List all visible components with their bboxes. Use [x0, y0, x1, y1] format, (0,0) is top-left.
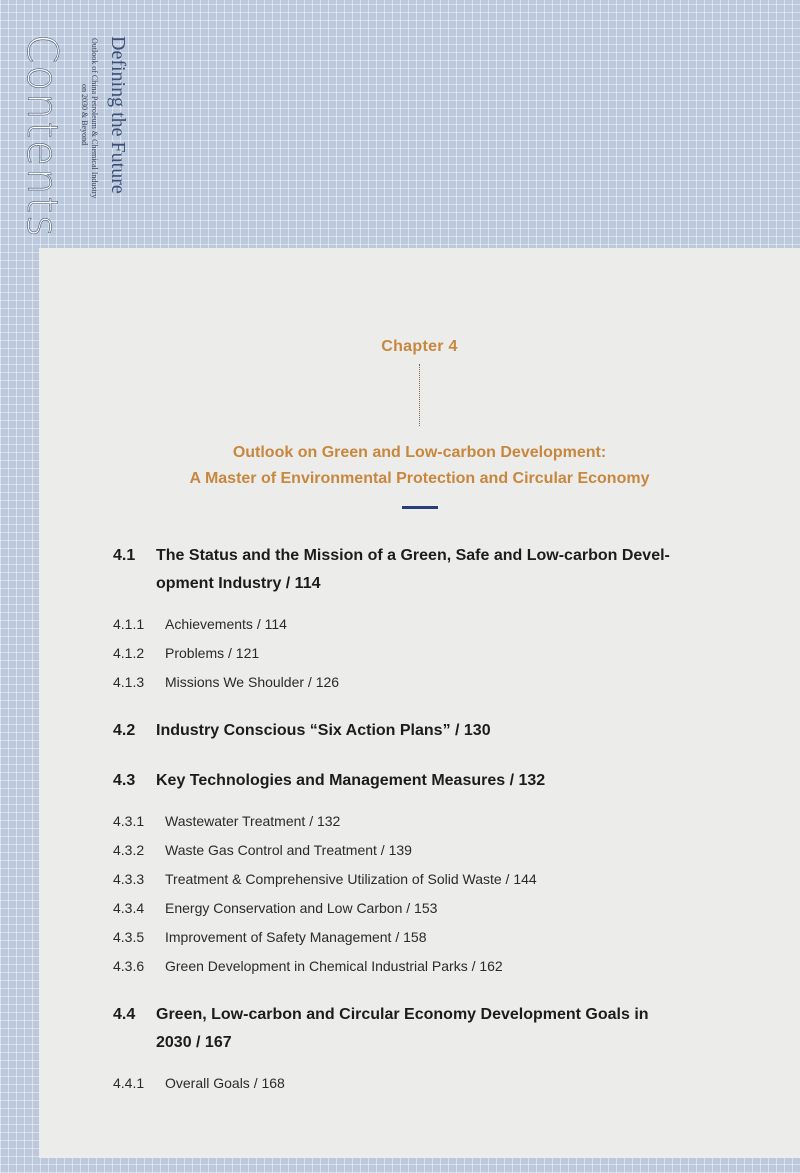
subsection-title: Problems / 121: [165, 645, 260, 661]
section-number: 4.4: [113, 1006, 136, 1023]
toc-subsection[interactable]: [113, 807, 753, 836]
toc-subsection[interactable]: [113, 1069, 753, 1098]
section-title: The Status and the Mission of a Green, Safe and Low-carbon Devel-: [156, 547, 670, 564]
section-title: Industry Conscious “Six Action Plans” / 130: [156, 722, 491, 739]
toc-subsection[interactable]: [113, 639, 753, 668]
subsection-title: Achievements / 114: [165, 616, 287, 632]
subsection-number: 4.3.4: [113, 900, 145, 916]
subsection-number: 4.3.1: [113, 813, 145, 829]
contents-heading: Contents: [18, 34, 67, 239]
subsection-number: 4.3.3: [113, 871, 145, 887]
toc-section[interactable]: [113, 717, 753, 745]
chapter-title-line-2: A Master of Environmental Protection and Circular Economy: [189, 470, 650, 487]
chapter-title-line-1: Outlook on Green and Low-carbon Development:: [232, 444, 607, 461]
section-title: Green, Low-carbon and Circular Economy Development Goals in: [156, 1006, 649, 1023]
subsection-title: Overall Goals / 168: [165, 1075, 285, 1091]
section-title: Key Technologies and Management Measures / 132: [156, 772, 546, 789]
toc-subsection[interactable]: [113, 668, 753, 697]
subsection-number: 4.3.2: [113, 842, 145, 858]
subsection-title: Missions We Shoulder / 126: [165, 674, 340, 690]
subsection-title: Wastewater Treatment / 132: [165, 813, 341, 829]
toc-section[interactable]: [113, 542, 753, 598]
content-panel: [39, 248, 800, 1158]
series-subtitle-2: on 2030 & Beyond: [80, 84, 89, 146]
subsection-title: Treatment & Comprehensive Utilization of Solid Waste / 144: [165, 871, 537, 887]
section-number: 4.1: [113, 547, 136, 564]
dotted-divider: [419, 364, 420, 426]
series-title: Defining the Future: [107, 36, 129, 194]
spine: [10, 30, 130, 250]
toc-subsection[interactable]: [113, 952, 753, 981]
title-underline: [402, 506, 438, 509]
subsection-title: Waste Gas Control and Treatment / 139: [165, 842, 412, 858]
subsection-title: Green Development in Chemical Industrial Parks / 162: [165, 958, 503, 974]
chapter-header: [39, 338, 800, 509]
toc-subsection[interactable]: [113, 923, 753, 952]
chapter-title: [39, 440, 800, 492]
subsection-title: Improvement of Safety Management / 158: [165, 929, 427, 945]
subsection-number: 4.1.1: [113, 616, 145, 632]
chapter-label: Chapter 4: [381, 338, 458, 355]
toc-section[interactable]: [113, 767, 753, 795]
section-title-cont: opment Industry / 114: [156, 575, 321, 592]
section-title-cont: 2030 / 167: [156, 1034, 232, 1051]
subsection-number: 4.4.1: [113, 1075, 145, 1091]
series-subtitle: Outlook of China Petroleum & Chemical Industry: [90, 38, 99, 199]
subsection-number: 4.3.6: [113, 958, 145, 974]
subsection-number: 4.1.2: [113, 645, 145, 661]
toc-section[interactable]: [113, 1001, 753, 1057]
subsection-number: 4.1.3: [113, 674, 145, 690]
section-number: 4.2: [113, 722, 136, 739]
subsection-number: 4.3.5: [113, 929, 145, 945]
table-of-contents: [113, 542, 753, 1098]
toc-subsection[interactable]: [113, 865, 753, 894]
toc-subsection[interactable]: [113, 836, 753, 865]
subsection-title: Energy Conservation and Low Carbon / 153: [165, 900, 438, 916]
toc-subsection[interactable]: [113, 610, 753, 639]
toc-subsection[interactable]: [113, 894, 753, 923]
section-number: 4.3: [113, 772, 136, 789]
